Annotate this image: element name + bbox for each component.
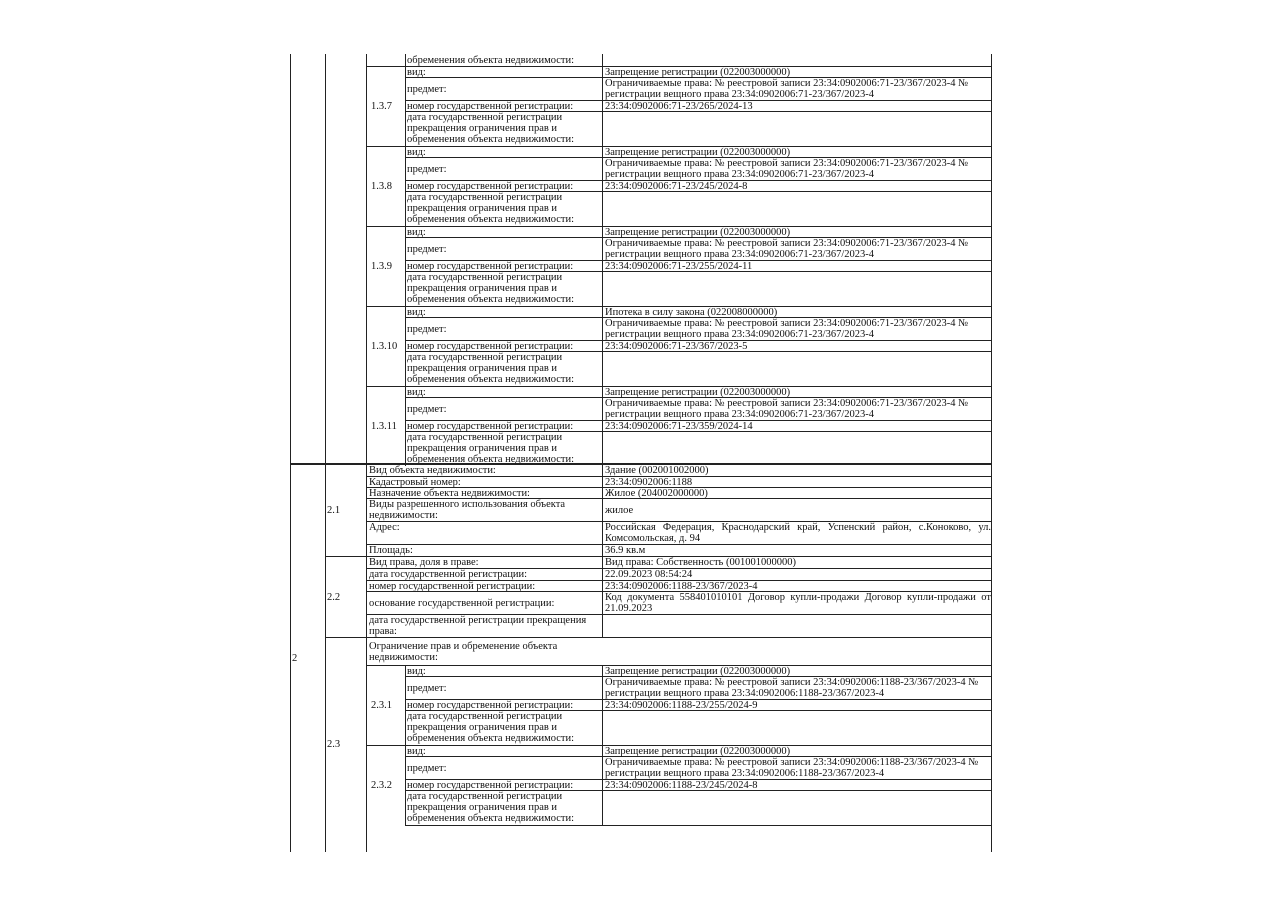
value-col-divider xyxy=(602,665,603,745)
predmet-value: Ограничиваемые права: № реестровой записи 23:34:0902006:1188-23/367/2023-4 № регистрации вещного права 23:34:0902006:1188-23/367/2023-4 xyxy=(605,677,979,699)
predmet-value: Ограничиваемые права: № реестровой записи 23:34:0902006:71-23/367/2023-4 № регистрации вещного права 23:34:0902006:71-23/367/2023-4 xyxy=(605,398,969,420)
restriction-number: 1.3.9 xyxy=(371,261,392,272)
object-field-value: Здание (002001002000) xyxy=(605,465,709,476)
subsection-separator xyxy=(325,637,991,638)
label-col-divider xyxy=(405,745,406,825)
label-col-divider xyxy=(405,665,406,745)
vid-label: вид: xyxy=(407,147,426,158)
object-field-label: Площадь: xyxy=(369,545,413,556)
right-field-label: дата государственной регистрации: xyxy=(369,569,528,580)
table-border-col2 xyxy=(325,54,326,852)
object-field-label: Адрес: xyxy=(369,522,400,533)
vid-label: вид: xyxy=(407,67,426,78)
table-border-col3 xyxy=(366,54,367,852)
object-field-label: Назначение объекта недвижимости: xyxy=(369,488,530,499)
object-field-value: Жилое (204002000000) xyxy=(605,488,708,499)
vid-value: Запрещение регистрации (022003000000) xyxy=(605,387,791,398)
label-col-divider xyxy=(405,226,406,306)
predmet-value: Ограничиваемые права: № реестровой записи 23:34:0902006:71-23/367/2023-4 № регистрации вещного права 23:34:0902006:71-23/367/2023-4 xyxy=(605,78,969,100)
vid-value: Запрещение регистрации (022003000000) xyxy=(605,147,791,158)
predmet-label: предмет: xyxy=(407,683,447,694)
right-field-value: Код документа 558401010101 Договор купли-продажи Договор купли-продажи от 21.09.2023 xyxy=(605,592,991,614)
object-field-label: Виды разрешенного использования объекта недвижимости: xyxy=(369,499,566,521)
value-col-divider xyxy=(602,226,603,306)
reg-number-label: номер государственной регистрации: xyxy=(407,181,574,192)
label-col-divider xyxy=(405,386,406,466)
predmet-label: предмет: xyxy=(407,84,447,95)
object-field-label: Кадастровый номер: xyxy=(369,477,461,488)
vid-label: вид: xyxy=(407,746,426,757)
predmet-value: Ограничиваемые права: № реестровой записи 23:34:0902006:71-23/367/2023-4 № регистрации вещного права 23:34:0902006:71-23/367/2023-4 xyxy=(605,158,969,180)
value-col-divider xyxy=(602,146,603,226)
predmet-value: Ограничиваемые права: № реестровой записи 23:34:0902006:1188-23/367/2023-4 № регистрации вещного права 23:34:0902006:1188-23/367/2023-4 xyxy=(605,757,979,779)
vid-value: Запрещение регистрации (022003000000) xyxy=(605,746,791,757)
reg-number-value: 23:34:0902006:71-23/255/2024-11 xyxy=(605,261,753,272)
value-col-divider xyxy=(602,54,603,66)
reg-number-label: номер государственной регистрации: xyxy=(407,101,574,112)
table-border-left xyxy=(290,54,291,852)
reg-number-value: 23:34:0902006:71-23/245/2024-8 xyxy=(605,181,748,192)
table-border-right xyxy=(991,54,992,852)
vid-value: Запрещение регистрации (022003000000) xyxy=(605,67,791,78)
vid-label: вид: xyxy=(407,307,426,318)
right-field-label: Вид права, доля в праве: xyxy=(369,557,479,568)
reg-number-label: номер государственной регистрации: xyxy=(407,700,574,711)
reg-number-value: 23:34:0902006:1188-23/255/2024-9 xyxy=(605,700,758,711)
predmet-value: Ограничиваемые права: № реестровой записи 23:34:0902006:71-23/367/2023-4 № регистрации вещного права 23:34:0902006:71-23/367/2023-4 xyxy=(605,238,969,260)
subsection-number: 2.2 xyxy=(327,592,341,603)
vid-label: вид: xyxy=(407,666,426,677)
label-col-divider xyxy=(405,306,406,386)
restriction-number: 1.3.11 xyxy=(371,421,397,432)
object-field-value: 23:34:0902006:1188 xyxy=(605,477,693,488)
right-field-value: 23:34:0902006:1188-23/367/2023-4 xyxy=(605,581,758,592)
termination-date-label: дата государственной регистрации прекращения ограничения прав и обременения объекта недвижимости: xyxy=(407,192,575,225)
reg-number-label: номер государственной регистрации: xyxy=(407,780,574,791)
termination-date-label: дата государственной регистрации прекращения ограничения прав и обременения объекта недвижимости: xyxy=(407,352,575,385)
predmet-label: предмет: xyxy=(407,164,447,175)
vid-label: вид: xyxy=(407,227,426,238)
restriction-number: 2.3.2 xyxy=(371,780,392,791)
predmet-label: предмет: xyxy=(407,244,447,255)
object-field-value: жилое xyxy=(605,505,634,516)
right-field-value: 22.09.2023 08:54:24 xyxy=(605,569,693,580)
right-field-label: номер государственной регистрации: xyxy=(369,581,536,592)
right-field-label: дата государственной регистрации прекращения права: xyxy=(369,615,587,637)
predmet-label: предмет: xyxy=(407,324,447,335)
vid-value: Запрещение регистрации (022003000000) xyxy=(605,227,791,238)
reg-number-value: 23:34:0902006:71-23/265/2024-13 xyxy=(605,101,753,112)
termination-date-label: дата государственной регистрации прекращения ограничения прав и обременения объекта недвижимости: xyxy=(407,112,575,145)
vid-label: вид: xyxy=(407,387,426,398)
label-col-divider xyxy=(405,66,406,146)
label-col-divider xyxy=(405,146,406,226)
object-field-value: 36.9 кв.м xyxy=(605,545,646,556)
predmet-value: Ограничиваемые права: № реестровой записи 23:34:0902006:71-23/367/2023-4 № регистрации вещного права 23:34:0902006:71-23/367/2023-4 xyxy=(605,318,969,340)
restriction-number: 1.3.7 xyxy=(371,101,392,112)
value-col-divider xyxy=(602,745,603,825)
reg-number-value: 23:34:0902006:1188-23/245/2024-8 xyxy=(605,780,758,791)
vid-value: Ипотека в силу закона (022008000000) xyxy=(605,307,778,318)
right-field-label: основание государственной регистрации: xyxy=(369,598,555,609)
value-col-divider xyxy=(602,66,603,146)
restriction-number: 2.3.1 xyxy=(371,700,392,711)
object-field-label: Вид объекта недвижимости: xyxy=(369,465,496,476)
termination-date-label: дата государственной регистрации прекращения ограничения прав и обременения объекта недвижимости: xyxy=(407,791,575,824)
object-field-value: Российская Федерация, Краснодарский край, Успенский район, с.Коноково, ул. Комсомольская, д. 94 xyxy=(605,522,991,544)
reg-number-label: номер государственной регистрации: xyxy=(407,341,574,352)
restriction-block-bottom xyxy=(405,825,991,826)
continued-row-tail: обременения объекта недвижимости: xyxy=(407,55,575,66)
label-col-divider xyxy=(405,54,406,66)
predmet-label: предмет: xyxy=(407,404,447,415)
right-field-value: Вид права: Собственность (001001000000) xyxy=(605,557,796,568)
subsection-number: 2.3 xyxy=(327,739,341,750)
reg-number-label: номер государственной регистрации: xyxy=(407,261,574,272)
termination-date-label: дата государственной регистрации прекращения ограничения прав и обременения объекта недвижимости: xyxy=(407,432,575,465)
vid-value: Запрещение регистрации (022003000000) xyxy=(605,666,791,677)
subsection-number: 2.1 xyxy=(327,505,341,516)
reg-number-value: 23:34:0902006:71-23/367/2023-5 xyxy=(605,341,748,352)
value-col-divider xyxy=(602,306,603,386)
reg-number-value: 23:34:0902006:71-23/359/2024-14 xyxy=(605,421,753,432)
termination-date-label: дата государственной регистрации прекращения ограничения прав и обременения объекта недвижимости: xyxy=(407,711,575,744)
value-col-divider xyxy=(602,464,603,556)
reg-number-label: номер государственной регистрации: xyxy=(407,421,574,432)
restriction-number: 1.3.10 xyxy=(371,341,398,352)
section-2-number: 2 xyxy=(292,653,298,664)
value-col-divider xyxy=(602,386,603,466)
termination-date-label: дата государственной регистрации прекращения ограничения прав и обременения объекта недвижимости: xyxy=(407,272,575,305)
predmet-label: предмет: xyxy=(407,763,447,774)
encumbrance-header: Ограничение прав и обременение объекта недвижимости: xyxy=(369,641,558,663)
restriction-number: 1.3.8 xyxy=(371,181,392,192)
